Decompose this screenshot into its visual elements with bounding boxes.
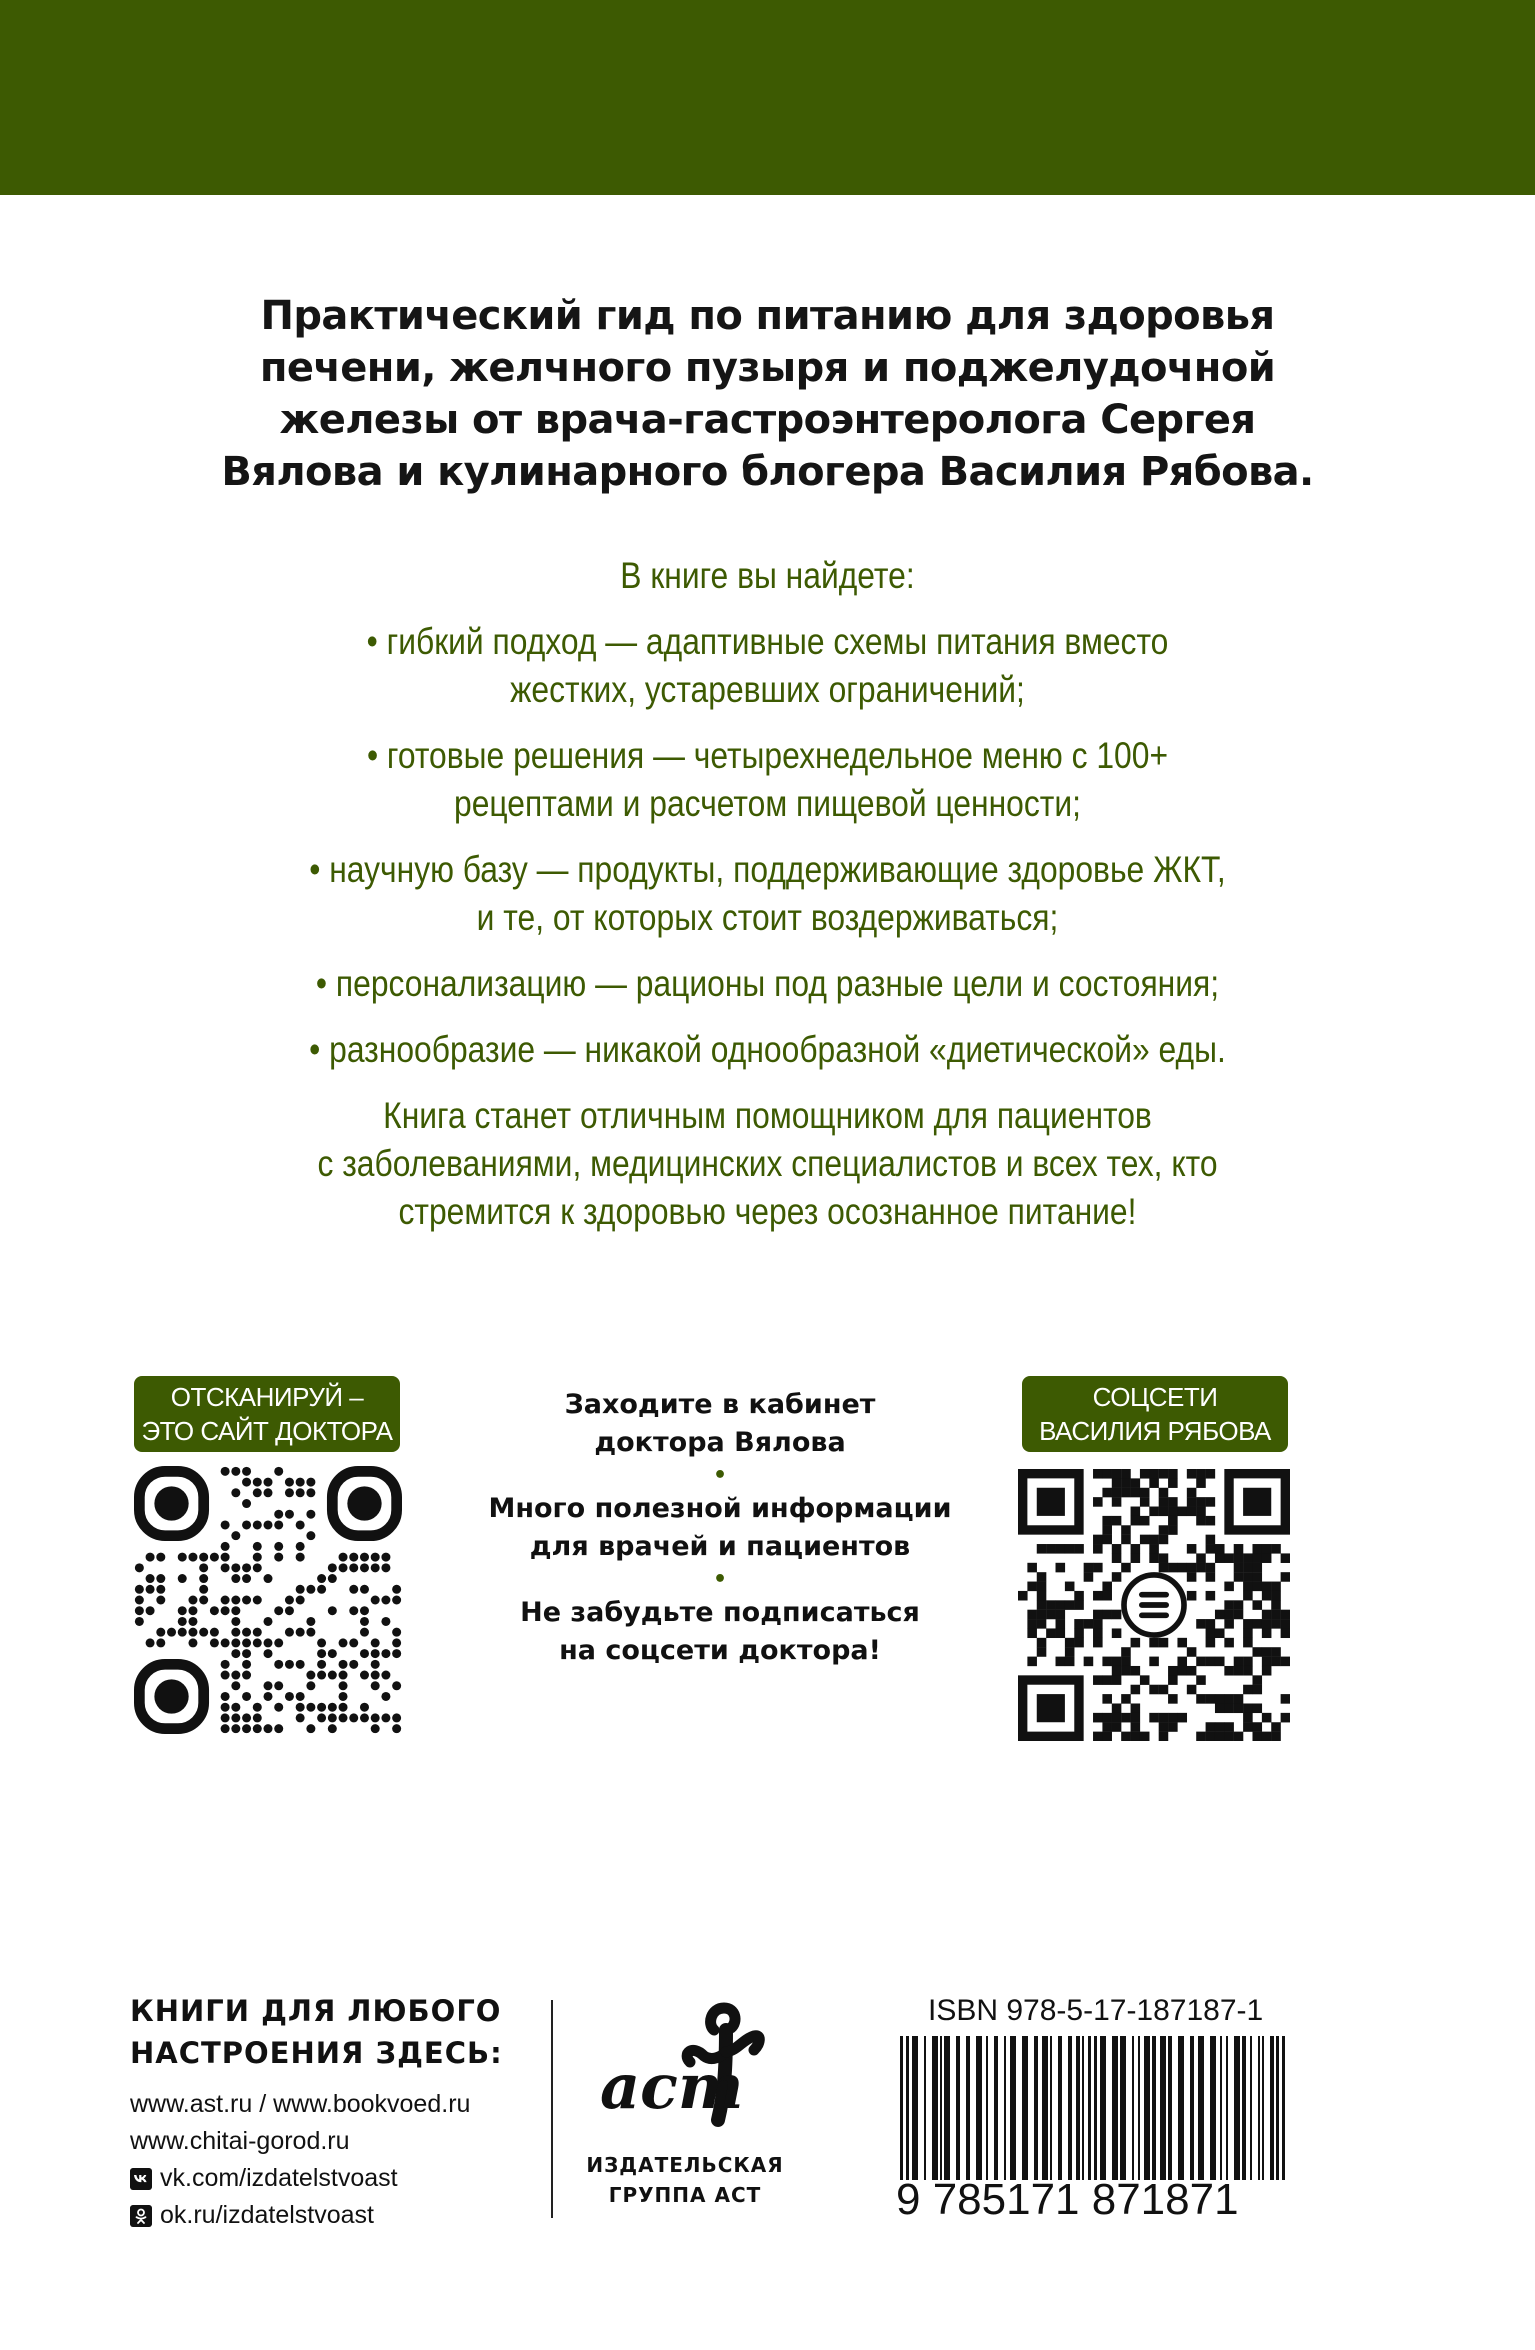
feature-item bbox=[193, 732, 1341, 828]
qr-left-label-line: ЭТО САЙТ ДОКТОРА bbox=[141, 1416, 393, 1446]
ast-logo bbox=[586, 2000, 786, 2130]
feature-line: • научную базу — продукты, поддерживающие здоровье ЖКТ, bbox=[309, 849, 1226, 890]
ok-icon bbox=[130, 2205, 152, 2227]
publisher-caption-line: ГРУППА АСТ bbox=[608, 2183, 762, 2207]
feature-line: • разнообразие — никакой однообразной «диетической» еды. bbox=[309, 1029, 1226, 1070]
feature-item bbox=[193, 846, 1341, 942]
qr-left-label-line: ОТСКАНИРУЙ – bbox=[170, 1382, 364, 1412]
qr-code-icon[interactable] bbox=[1018, 1469, 1290, 1741]
feature-item bbox=[193, 960, 1341, 1008]
isbn-text: ISBN 978-5-17-187187-1 bbox=[928, 1994, 1264, 2027]
books-title bbox=[130, 1990, 530, 2074]
books-title-line: КНИГИ ДЛЯ ЛЮБОГО bbox=[130, 1994, 502, 2028]
vk-link[interactable] bbox=[130, 2160, 530, 2197]
intro-line: Практический гид по питанию для здоровья bbox=[260, 293, 1275, 339]
closing-line: с заболеваниями, медицинских специалистов и всех тех, кто bbox=[317, 1143, 1218, 1184]
cabinet-line: доктора Вялова bbox=[594, 1427, 846, 1458]
publisher-caption bbox=[570, 2150, 800, 2210]
publisher-caption-line: ИЗДАТЕЛЬСКАЯ bbox=[586, 2153, 784, 2177]
feature-line: жестких, устаревших ограничений; bbox=[510, 669, 1025, 710]
qr-right-label-line: ВАСИЛИЯ РЯБОВА bbox=[1039, 1416, 1271, 1446]
qr-left-label bbox=[134, 1376, 400, 1452]
qr-right-label-line: СОЦСЕТИ bbox=[1092, 1382, 1218, 1412]
ok-link-text: ok.ru/izdatelstvoast bbox=[160, 2201, 374, 2229]
feature-line: • готовые решения — четырехнедельное меню с 100+ bbox=[366, 735, 1169, 776]
feature-line: • гибкий подход — адаптивные схемы питания вместо bbox=[366, 621, 1169, 662]
closing-text bbox=[193, 1092, 1341, 1236]
cabinet-line: для врачей и пациентов bbox=[529, 1531, 911, 1562]
cabinet-info bbox=[420, 1386, 1020, 1670]
closing-line: стремится к здоровью через осознанное питание! bbox=[398, 1191, 1137, 1232]
vk-link-text: vk.com/izdatelstvoast bbox=[160, 2164, 398, 2192]
cabinet-line: на соцсети доктора! bbox=[559, 1635, 881, 1666]
logo-text: аст bbox=[600, 2050, 744, 2123]
feature-item bbox=[193, 1026, 1341, 1074]
intro-line: Вялова и кулинарного блогера Василия Рябова. bbox=[221, 449, 1314, 495]
intro-line: железы от врача-гастроэнтеролога Сергея bbox=[279, 397, 1256, 443]
site-link[interactable]: www.chitai-gorod.ru bbox=[130, 2127, 350, 2155]
vk-icon bbox=[130, 2168, 152, 2190]
barcode-digits: 9 785171 871871 bbox=[896, 2175, 1239, 2224]
closing-line: Книга станет отличным помощником для пациентов bbox=[383, 1095, 1152, 1136]
intro-line: печени, желчного пузыря и поджелудочной bbox=[259, 345, 1276, 391]
ok-link[interactable] bbox=[130, 2197, 530, 2234]
intro-text bbox=[100, 290, 1435, 498]
cabinet-line: Не забудьте подписаться bbox=[520, 1597, 920, 1628]
separator-dot: • bbox=[712, 1567, 728, 1592]
feature-line: • персонализацию — рационы под разные цели и состояния; bbox=[315, 963, 1220, 1004]
books-title-line: НАСТРОЕНИЯ ЗДЕСЬ: bbox=[130, 2036, 503, 2070]
vertical-divider bbox=[551, 2000, 553, 2218]
features-heading: В книге вы найдете: bbox=[620, 555, 915, 596]
cabinet-line: Заходите в кабинет bbox=[564, 1389, 876, 1420]
features-block bbox=[193, 552, 1341, 1236]
feature-line: рецептами и расчетом пищевой ценности; bbox=[454, 783, 1081, 824]
site-link[interactable]: www.ast.ru / www.bookvoed.ru bbox=[130, 2090, 471, 2118]
top-color-band bbox=[0, 0, 1535, 195]
feature-line: и те, от которых стоит воздерживаться; bbox=[476, 897, 1059, 938]
cabinet-line: Много полезной информации bbox=[488, 1493, 952, 1524]
qr-right-label bbox=[1022, 1376, 1288, 1452]
feature-item bbox=[193, 618, 1341, 714]
barcode-icon bbox=[898, 2036, 1290, 2180]
separator-dot: • bbox=[712, 1463, 728, 1488]
qr-code-icon[interactable] bbox=[134, 1466, 402, 1738]
books-info bbox=[130, 1990, 530, 2234]
